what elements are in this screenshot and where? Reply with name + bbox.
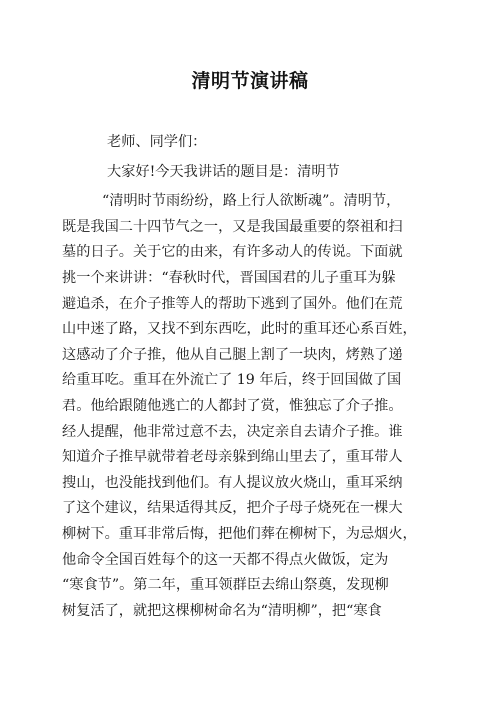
body-line: 这感动了介子推，他从自己腿上割了一块肉，烤熟了递 (62, 346, 403, 363)
document-title: 清明节演讲稿 (191, 70, 309, 92)
body-line: 山中迷了路，又找不到东西吃，此时的重耳还心系百姓， (62, 321, 417, 338)
body-line: 既是我国二十四节气之一，又是我国最重要的祭祖和扫 (62, 218, 403, 235)
body-line: 他命令全国百姓每个的这一天都不得点火做饭，定为 (62, 551, 389, 568)
body-line: 给重耳吃。重耳在外流亡了 19 年后，终于回国做了国 (62, 372, 402, 389)
body-line: 墓的日子。关于它的由来，有许多动人的传说。下面就 (62, 244, 403, 261)
body-line: 搜山，也没能找到他们。有人提议放火烧山，重耳采纳 (62, 474, 403, 491)
body-line: 经人提醒，他非常过意不去，决定亲自去请介子推。谁 (62, 423, 403, 440)
body-line: 避追杀，在介子推等人的帮助下逃到了国外。他们在荒 (62, 295, 403, 312)
body-line: 柳树下。重耳非常后悔，把他们葬在柳树下，为忌烟火， (62, 525, 417, 542)
body-line: “清明时节雨纷纷，路上行人欲断魂”。清明节， (102, 193, 401, 210)
body-line: 树复活了，就把这棵柳树命名为“清明柳”，把“寒食 (62, 602, 382, 619)
body-line: 挑一个来讲讲：“春秋时代，晋国国君的儿子重耳为躲 (62, 269, 396, 286)
body-line: 知道介子推早就带着老母亲躲到绵山里去了，重耳带人 (62, 449, 403, 466)
document-body (62, 130, 442, 624)
body-line: “寒食节”。第二年，重耳领群臣去绵山祭奠，发现柳 (62, 577, 389, 594)
salutation-line: 老师、同学们： (107, 134, 207, 150)
intro-line: 大家好!今天我讲话的题目是：清明节 (107, 163, 340, 180)
body-line: 君。他给跟随他逃亡的人都封了赏，惟独忘了介子推。 (62, 397, 403, 414)
body-line: 了这个建议，结果适得其反，把介子母子烧死在一棵大 (62, 500, 403, 517)
